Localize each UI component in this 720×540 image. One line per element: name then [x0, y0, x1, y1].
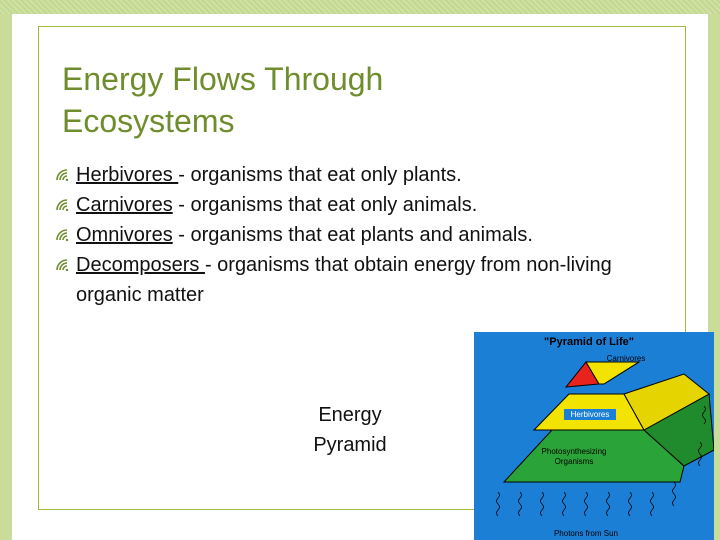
wifi-bullet-icon [56, 229, 72, 241]
bullet-text: - organisms that eat only plants. [178, 164, 462, 186]
caption-line-2: Pyramid [313, 434, 387, 456]
caption-line-1: Energy [318, 404, 382, 426]
label-herbivores: Herbivores [570, 410, 610, 419]
bullet-text: - organisms that eat only animals. [172, 194, 478, 216]
pyramid-of-life-image [474, 332, 714, 540]
label-carnivores: Carnivores [606, 354, 646, 363]
wifi-bullet-icon [56, 169, 72, 181]
bullet-term: Herbivores [76, 164, 179, 186]
bullet-item [56, 190, 676, 220]
bullet-term: Decomposers [76, 254, 205, 276]
bullet-item [56, 160, 676, 190]
title-line-2: Ecosystems [62, 103, 235, 139]
slide-title [62, 58, 482, 142]
pyramid-caption [290, 400, 410, 460]
pyramid-title: "Pyramid of Life" [544, 336, 634, 348]
bullet-item [56, 250, 676, 310]
wifi-bullet-icon [56, 199, 72, 211]
bullet-list [56, 160, 676, 310]
label-organisms: Organisms [554, 457, 594, 466]
bullet-text: - organisms that obtain energy from non-living organic matter [76, 254, 612, 306]
bullet-item [56, 220, 676, 250]
bullet-text: - organisms that eat plants and animals. [172, 224, 533, 246]
bullet-term: Carnivores [76, 194, 173, 216]
bullet-term: Omnivores [76, 224, 173, 246]
wifi-bullet-icon [56, 259, 72, 271]
title-line-1: Energy Flows Through [62, 61, 384, 97]
decorative-strip [0, 0, 720, 14]
label-photosynthesizing: Photosynthesizing [541, 447, 607, 456]
label-photons: Photons from Sun [553, 529, 619, 538]
